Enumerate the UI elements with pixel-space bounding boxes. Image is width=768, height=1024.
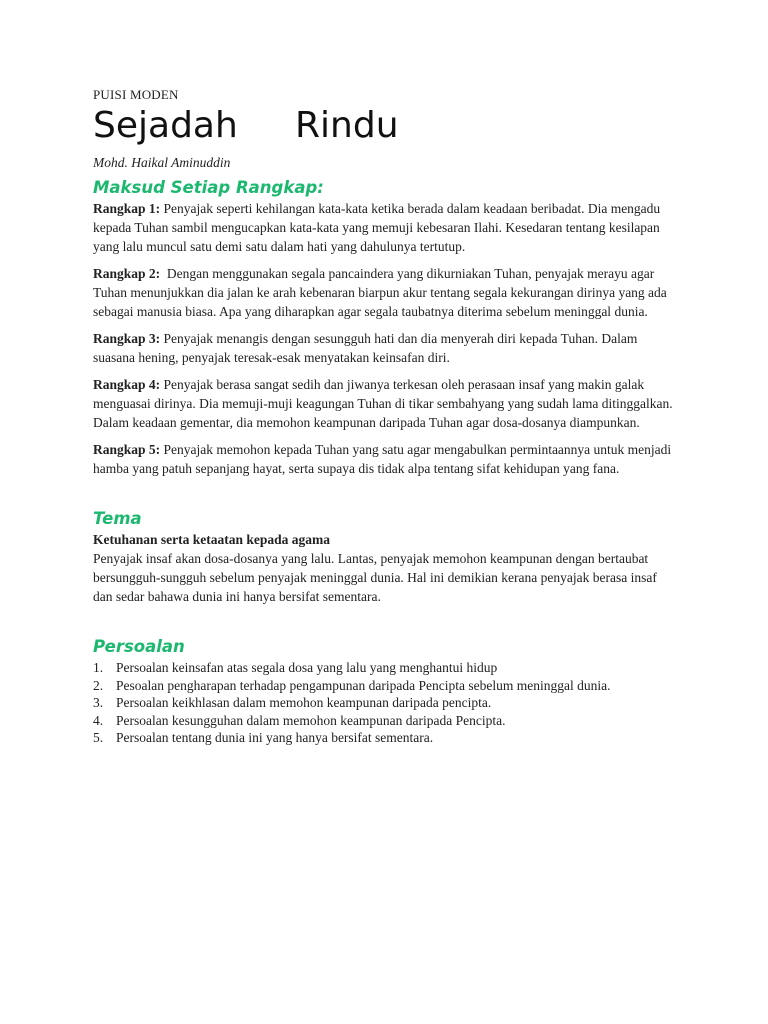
stanza-label: Rangkap 3: <box>93 331 161 346</box>
stanza-text: Penyajak memohon kepada Tuhan yang satu agar mengabulkan permintaannya untuk menjadi hamba yang patuh sepanjang hayat, serta supaya dis tidak alpa tentang sifat kehidupan yang fana. <box>93 442 672 476</box>
stanza-meaning-5 <box>93 440 678 478</box>
list-number: 3. <box>93 695 104 710</box>
issues-list <box>93 659 678 747</box>
stanza-meaning-4 <box>93 375 678 432</box>
list-text: Persoalan keinsafan atas segala dosa yang lalu yang menghantui hidup <box>116 660 498 675</box>
section-heading-persoalan: Persoalan <box>93 637 185 656</box>
stanza-meaning-3 <box>93 329 678 367</box>
stanza-label: Rangkap 5: <box>93 442 161 457</box>
stanza-meaning-1 <box>93 199 678 256</box>
list-number: 2. <box>93 677 104 693</box>
page-title: Sejadah Rindu <box>93 105 399 146</box>
list-text: Persoalan kesungguhan dalam memohon keampunan daripada Pencipta. <box>116 712 506 728</box>
list-text: Persoalan keikhlasan dalam memohon keampunan daripada pencipta. <box>116 695 492 710</box>
stanza-label: Rangkap 4: <box>93 377 161 392</box>
list-item <box>93 677 678 695</box>
stanza-meanings <box>93 199 678 478</box>
list-item <box>93 694 678 712</box>
stanza-text: Dengan menggunakan segala pancaindera yang dikurniakan Tuhan, penyajak merayu agar Tuhan menunjukkan dia jalan ke arah kebenaran biarpun akur tentang segala kekurangan dirinya yang ada sebagai manusia biasa. Apa yang diharapkan agar segala taubatnya diterima sebelum meninggal dunia. <box>93 266 671 319</box>
list-item <box>93 729 678 747</box>
document-page <box>93 86 678 747</box>
list-number: 1. <box>93 660 104 675</box>
stanza-label: Rangkap 2: <box>93 266 161 281</box>
poem-category: PUISI MODEN <box>93 87 179 102</box>
list-text: Pesoalan pengharapan terhadap pengampunan daripada Pencipta sebelum meninggal dunia. <box>116 677 611 693</box>
tema-subheading: Ketuhanan serta ketaatan kepada agama <box>93 532 331 547</box>
stanza-text: Penyajak berasa sangat sedih dan jiwanya terkesan oleh perasaan insaf yang makin galak menguasai dirinya. Dia memuji-muji keagungan Tuhan di tikar sembahyang yang sudah lama ditinggalkan. Dalam keadaan gementar, dia memohon keampunan daripada Tuhan agar dosa-dosanya diampunkan. <box>93 377 673 430</box>
section-heading-maksud: Maksud Setiap Rangkap: <box>93 178 324 197</box>
list-number: 4. <box>93 712 104 728</box>
stanza-meaning-2 <box>93 264 678 321</box>
list-text: Persoalan tentang dunia ini yang hanya bersifat sementara. <box>116 730 434 745</box>
stanza-text: Penyajak seperti kehilangan kata-kata ketika berada dalam keadaan beribadat. Dia mengadu kepada Tuhan sambil mengucapkan kata-kata yang memuji kebesaran Ilahi. Kesedaran tentang kesilapan yang lalu muncul satu demi satu dalam hati yang dahulunya tertutup. <box>93 201 661 254</box>
list-item <box>93 659 678 677</box>
tema-text: Penyajak insaf akan dosa-dosanya yang lalu. Lantas, penyajak memohon keampunan dengan bertaubat bersungguh-sungguh sebelum penyajak meninggal dunia. Hal ini demikian kerana penyajak berasa insaf dan sedar bahawa dunia ini hanya bersifat sementara. <box>93 551 657 604</box>
list-item <box>93 712 678 730</box>
list-number: 5. <box>93 730 104 745</box>
author-name: Mohd. Haikal Aminuddin <box>93 155 231 170</box>
stanza-label: Rangkap 1: <box>93 201 161 216</box>
section-heading-tema: Tema <box>93 509 142 528</box>
stanza-text: Penyajak menangis dengan sesungguh hati dan dia menyerah diri kepada Tuhan. Dalam suasana hening, penyajak teresak-esak menyatakan keinsafan diri. <box>93 331 638 365</box>
